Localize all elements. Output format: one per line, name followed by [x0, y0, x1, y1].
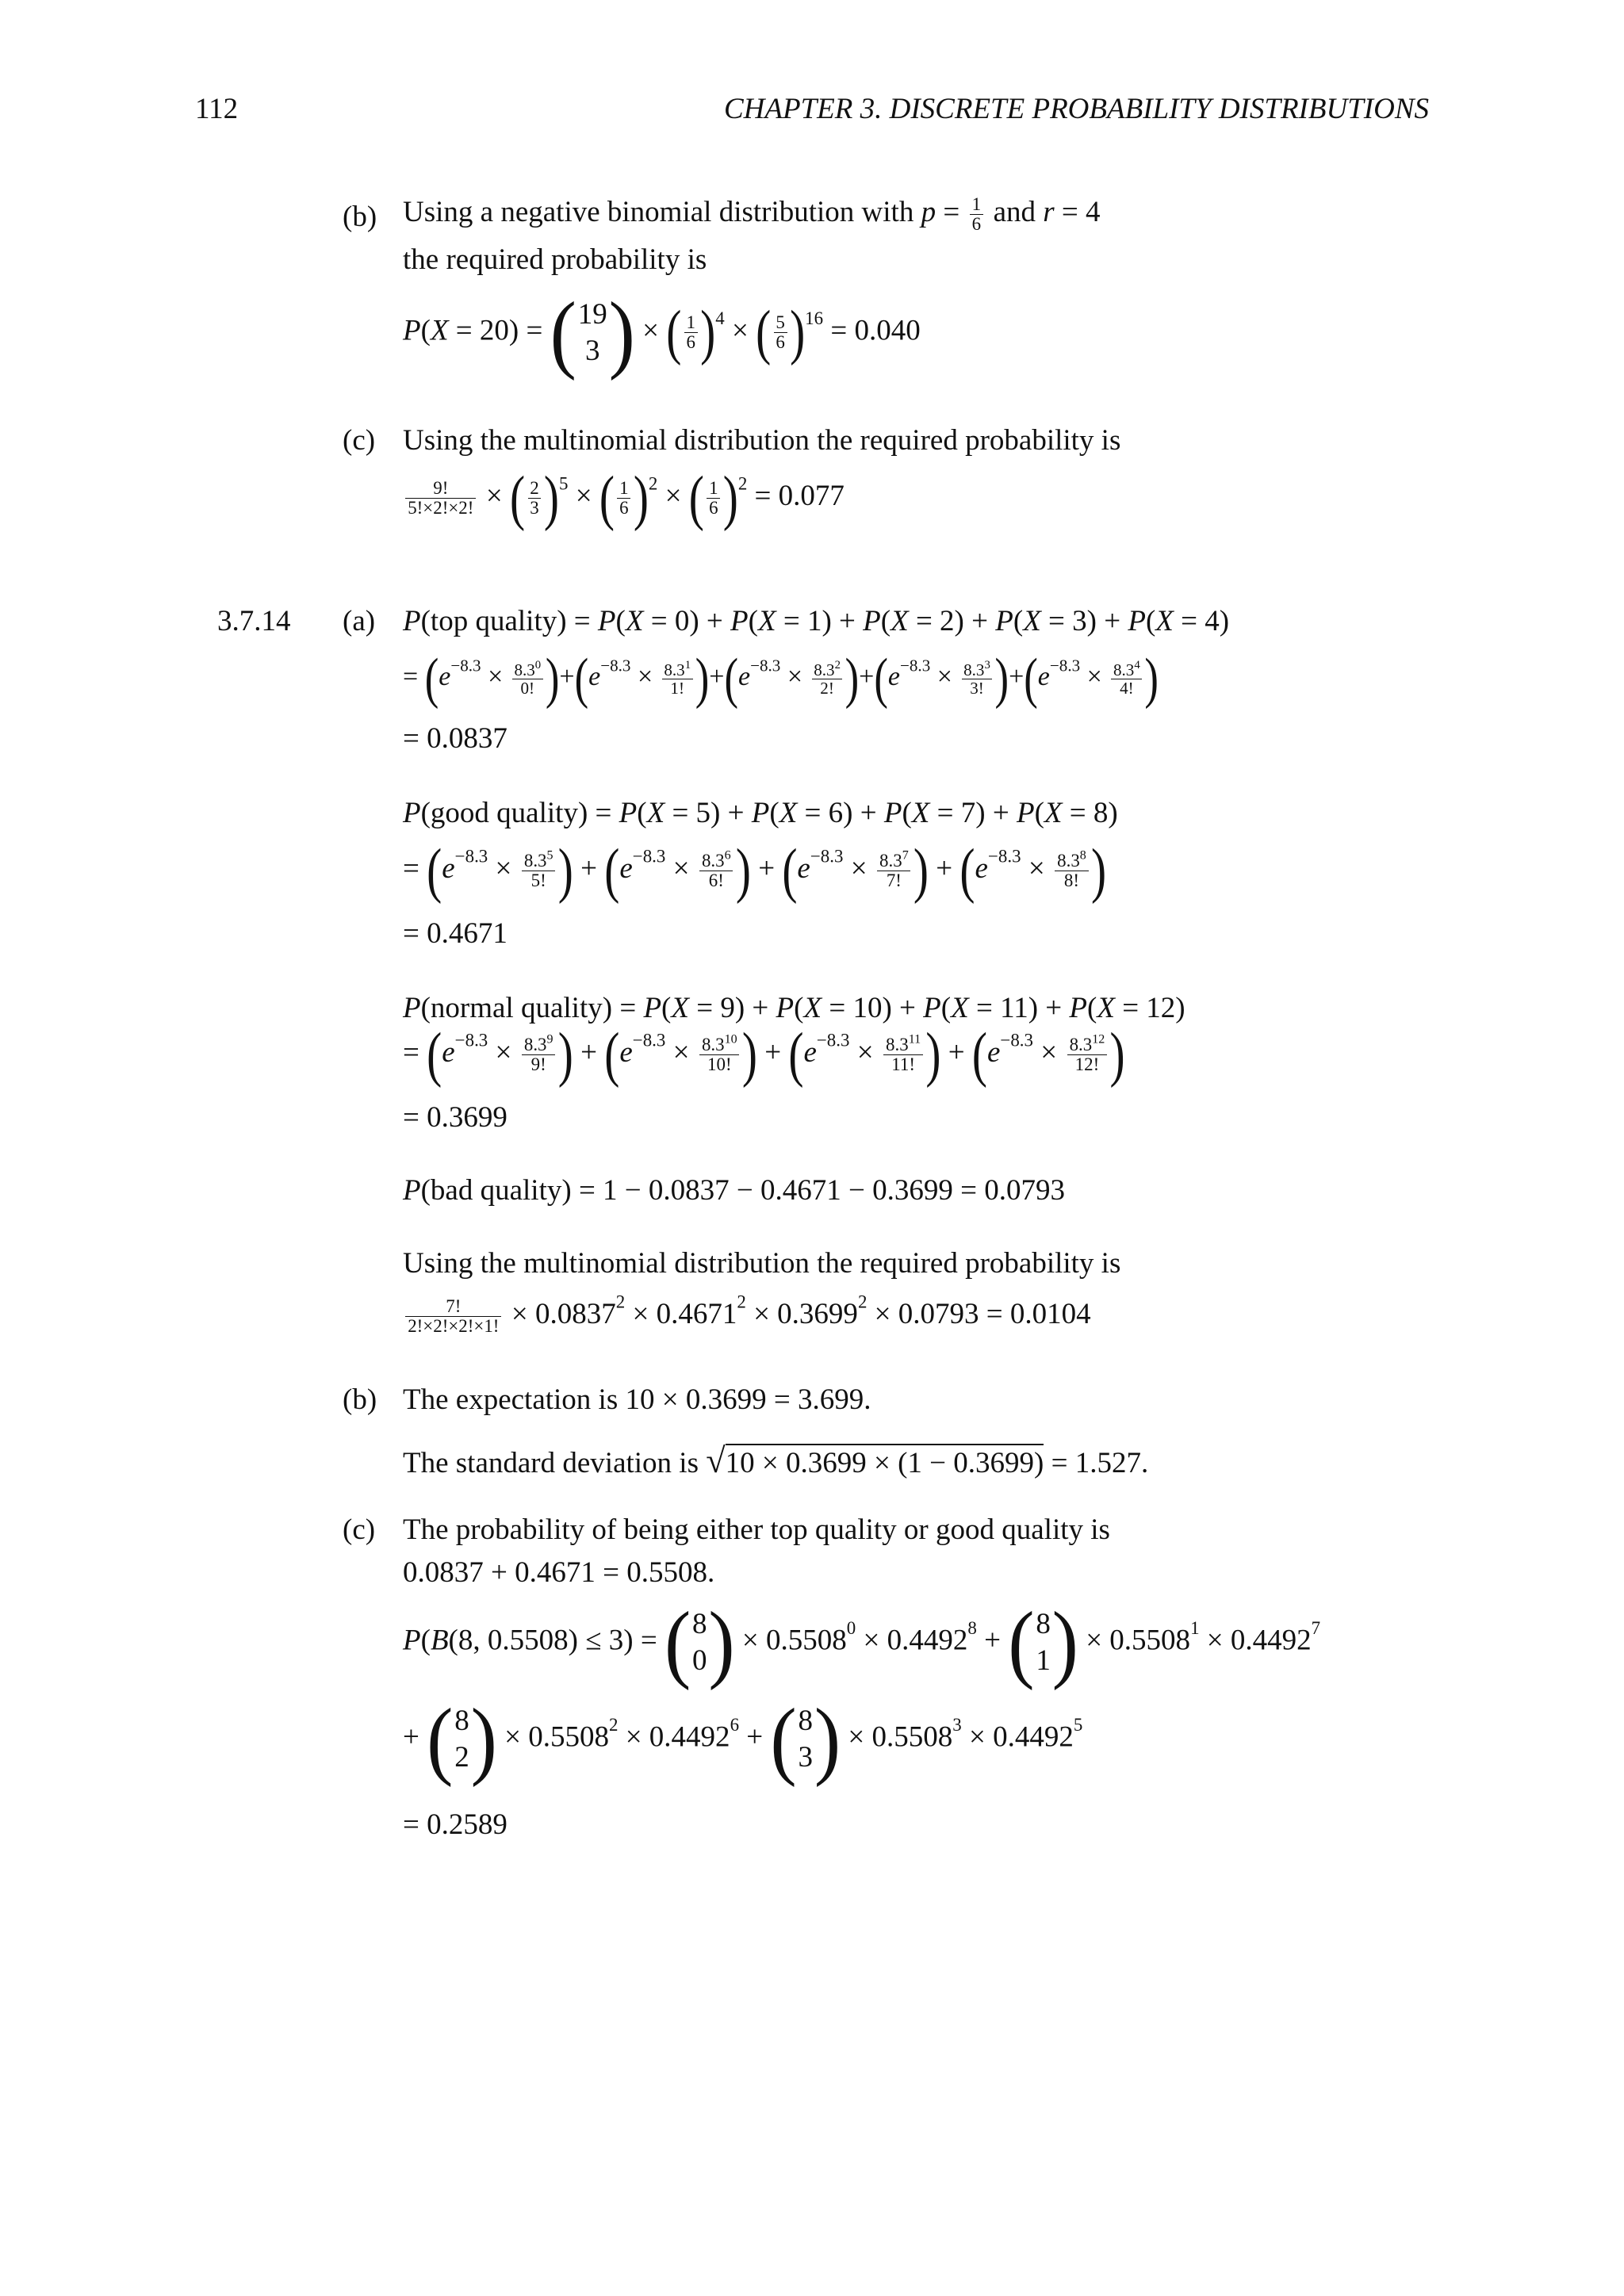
top-quality-expansion: = ($e^{-8.3}$ × $\frac{8.3^0}{0!}$ )$+(e^{-8.3}$ × $\frac{8.3^1}{1!}$ )$+(e^{-8.3}$ × $\frac{8.3^2}{2!}$ )$+(e^{-8.3}$ × $\frac{8.3^3}{3!}$ )$+(e^{-8.3}$ × $\frac{8.3^4}{4!}$ ) [403, 647, 1159, 710]
expectation-line: The expectation is 10 × 0.3699 = 3.699. [403, 1383, 871, 1416]
part-b-text2: the required probability is [403, 243, 707, 276]
part-a-label: (a) [343, 605, 376, 637]
multinomial-equation-1: $\frac{9!}{5!\times 2!\times 2!}$ × ( $\frac{2}{3}$ )$^5$ × ( $\frac{1}{6}$ )$^2$ × ( $\frac{1}{6}$ )$^2$ = 0.077 [403, 476, 845, 521]
part-b-text: Using a negative binomial distribution with p = $\frac{1}{6}$ and r = 4 [403, 194, 1101, 235]
multinomial-equation-2: $\frac{7!}{2!\times 2!\times 2!\times 1!}$ × $0.0837^2 \times 0.4671^2 \times 0.3699^2 \times 0.0793 = 0.0104$ [403, 1297, 1091, 1336]
neg-binomial-equation: P(X = 20) = ( 19 3 ) × ( $\frac{1}{6}$ )$^4$ × ( $\frac{5}{6}$ )$^{16}$ = 0.040 [403, 284, 921, 381]
normal-quality-result: = 0.3699 [403, 1101, 508, 1134]
good-quality-expansion: = ($e^{-8.3}$ × $\frac{8.3^5}{5!}$ ) + ($e^{-8.3}$ × $\frac{8.3^6}{6!}$ ) + ($e^{-8.3}$ × $\frac{8.3^7}{7!}$ ) + ($e^{-8.3}$ × $\frac{8.3^8}{8!}$ ) [403, 836, 1107, 905]
binomial-sum-line-1: P(B(8, 0.5508) ≤ 3) = ( 8 0 ) × $0.5508^0 \times 0.4492^8$ + ( 8 1 ) × $0.5508^1 \times 0.4492^7$ [403, 1594, 1321, 1691]
problem-number: 3.7.14 [217, 605, 291, 637]
part-c-label: (c) [343, 424, 376, 457]
normal-quality-definition: P(normal quality) = P(X = 9) + P(X = 10) + P(X = 11) + P(X = 12) [403, 992, 1185, 1024]
part-b2-label: (b) [343, 1383, 377, 1416]
good-quality-result: = 0.4671 [403, 917, 508, 950]
standard-deviation-line: The standard deviation is √10 × 0.3699 × (1 − 0.3699) = 1.527. [403, 1440, 1148, 1482]
normal-quality-expansion: = ($e^{-8.3}$ × $\frac{8.3^9}{9!}$ ) + ($e^{-8.3}$ × $\frac{8.3^{10}}{10!}$ ) + ($e^{-8.3}$ × $\frac{8.3^{11}}{11!}$ ) + ($e^{-8.3}$ × $\frac{8.3^{12}}{12!}$ ) [403, 1020, 1125, 1089]
part-c-text: Using the multinomial distribution the required probability is [403, 424, 1121, 457]
part-c2-text1: The probability of being either top quality or good quality is [403, 1513, 1110, 1546]
multinomial-text-2: Using the multinomial distribution the required probability is [403, 1247, 1121, 1280]
good-quality-definition: P(good quality) = P(X = 5) + P(X = 6) + P(X = 7) + P(X = 8) [403, 797, 1118, 829]
part-c2-label: (c) [343, 1513, 376, 1546]
binomial-sum-line-2: + ( 8 2 ) × $0.5508^2 \times 0.4492^6$ + ( 8 3 ) × $0.5508^3 \times 0.4492^5$ [403, 1690, 1083, 1788]
binomial-sum-result: = 0.2589 [403, 1808, 508, 1841]
part-b-label: (b) [343, 201, 377, 233]
top-quality-definition: P(top quality) = P(X = 0) + P(X = 1) + P(X = 2) + P(X = 3) + P(X = 4) [403, 605, 1230, 637]
page-number: 112 [195, 93, 239, 125]
part-c2-text2: 0.0837 + 0.4671 = 0.5508. [403, 1556, 715, 1589]
top-quality-result: = 0.0837 [403, 722, 508, 755]
sqrt-icon: √10 × 0.3699 × (1 − 0.3699) [706, 1441, 1044, 1480]
chapter-title: CHAPTER 3. DISCRETE PROBABILITY DISTRIBUTIONS [724, 93, 1429, 125]
bad-quality-line: P(bad quality) = 1 − 0.0837 − 0.4671 − 0.3699 = 0.0793 [403, 1174, 1066, 1207]
